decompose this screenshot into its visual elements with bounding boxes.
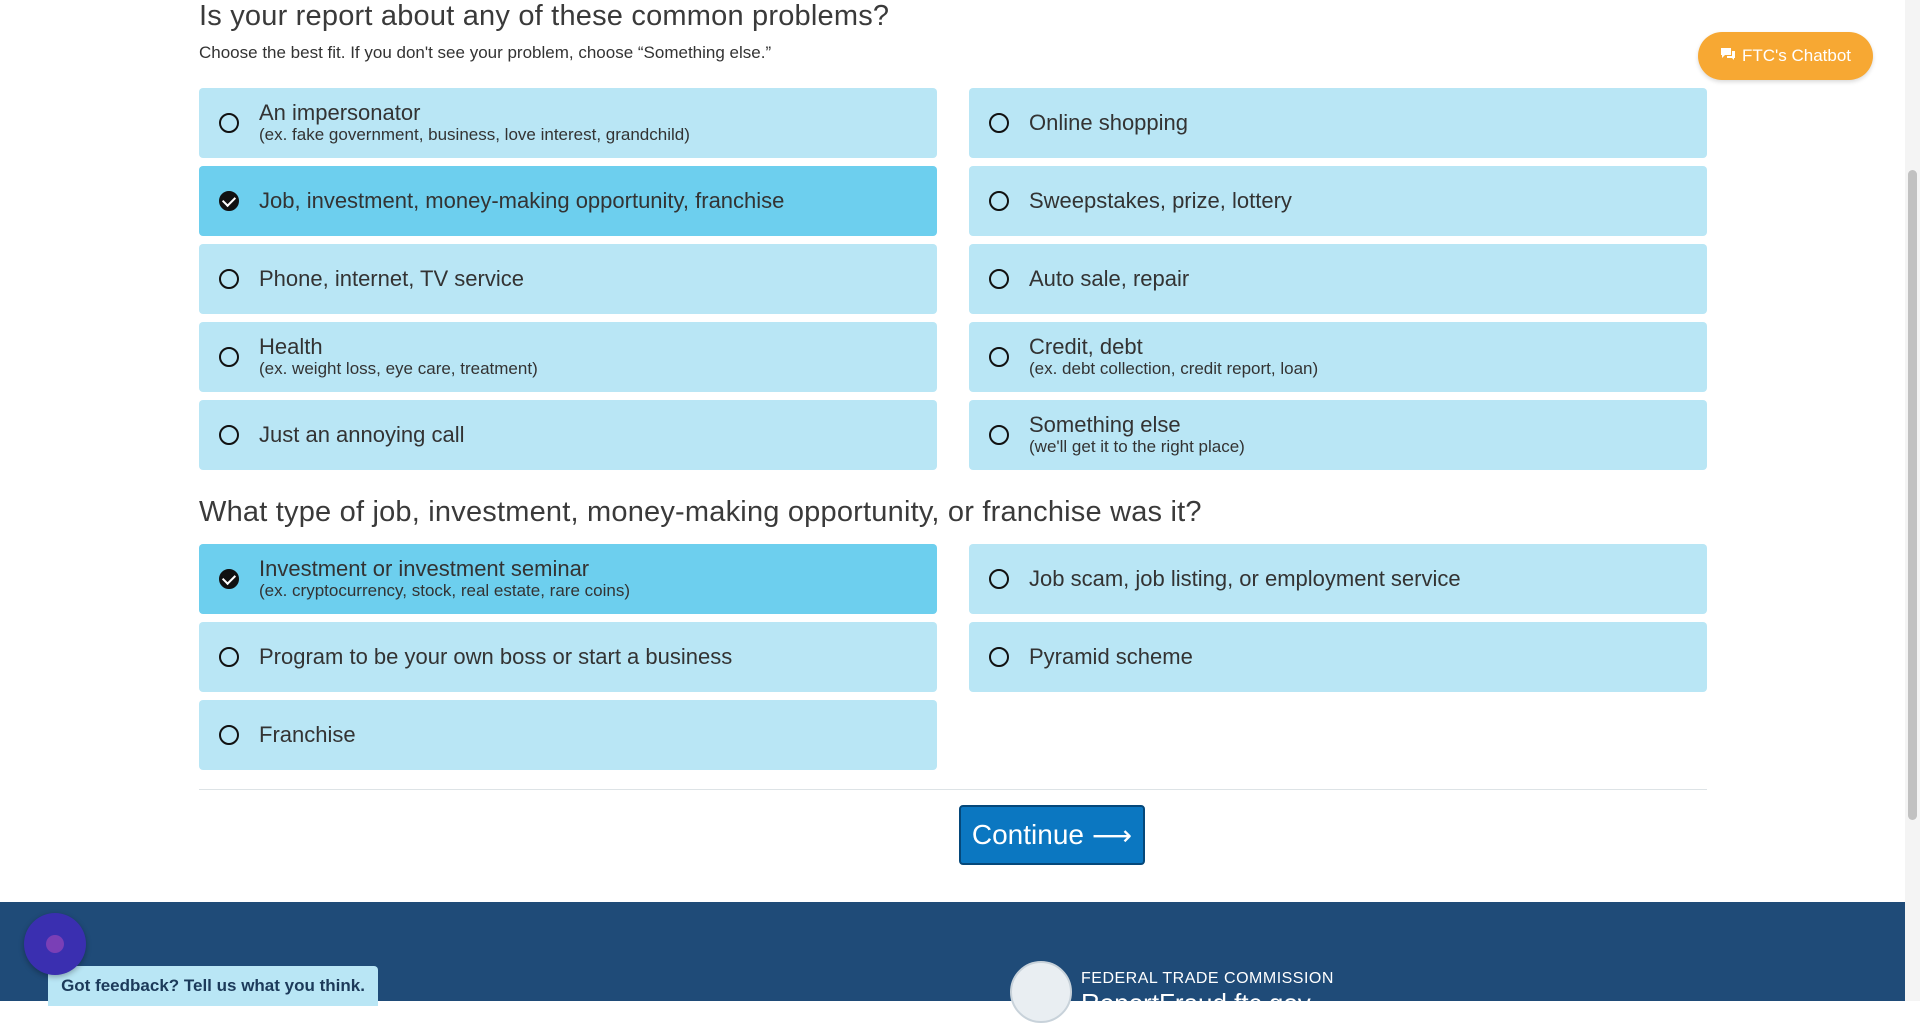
option-text xyxy=(259,189,784,213)
question-1-options xyxy=(199,88,1707,470)
option-card[interactable] xyxy=(199,88,937,158)
option-text xyxy=(259,335,538,379)
option-label: Credit, debt xyxy=(1029,334,1143,359)
option-text xyxy=(259,423,464,447)
checkmark-icon xyxy=(222,193,236,207)
option-label: Investment or investment seminar xyxy=(259,556,590,581)
option-label: Job, investment, money-making opportunity, franchise xyxy=(259,188,785,213)
chat-bubble-icon xyxy=(1720,47,1736,66)
continue-label: Continue xyxy=(971,819,1084,850)
option-label: Something else xyxy=(1029,412,1181,437)
footer-site-name[interactable]: ReportFraud.ftc.gov xyxy=(1081,988,1311,1018)
radio-icon[interactable] xyxy=(219,647,239,667)
option-card[interactable] xyxy=(199,700,937,770)
option-label: An impersonator xyxy=(259,100,421,125)
option-label: Sweepstakes, prize, lottery xyxy=(1029,188,1292,213)
radio-icon[interactable] xyxy=(989,113,1009,133)
option-label: Online shopping xyxy=(1029,110,1189,135)
radio-icon[interactable] xyxy=(989,569,1009,589)
radio-icon[interactable] xyxy=(989,425,1009,445)
ftc-seal-icon xyxy=(1010,961,1072,1023)
option-text xyxy=(259,723,356,747)
chatbot-label: FTC's Chatbot xyxy=(1741,46,1852,65)
option-card[interactable] xyxy=(199,322,937,392)
option-label: Health xyxy=(259,334,323,359)
radio-icon[interactable] xyxy=(989,647,1009,667)
feedback-button[interactable]: Got feedback? Tell us what you think. xyxy=(48,966,378,1006)
option-label: Just an annoying call xyxy=(259,422,465,447)
option-text xyxy=(1029,335,1318,379)
question-2-options xyxy=(199,544,1707,770)
option-card[interactable] xyxy=(199,622,937,692)
radio-icon[interactable] xyxy=(989,269,1009,289)
radio-icon[interactable] xyxy=(219,347,239,367)
continue-button[interactable] xyxy=(959,805,1145,865)
question-2-title: What type of job, investment, money-making opportunity, or franchise was it? xyxy=(199,496,1202,528)
option-text xyxy=(1029,189,1292,213)
option-card[interactable] xyxy=(199,544,937,614)
option-card[interactable] xyxy=(969,400,1707,470)
option-label: Program to be your own boss or start a business xyxy=(259,644,733,669)
option-text xyxy=(1029,567,1461,591)
scrollbar-thumb[interactable] xyxy=(1908,170,1917,820)
radio-icon[interactable] xyxy=(989,347,1009,367)
option-card[interactable] xyxy=(199,166,937,236)
arrow-right-icon: ⟶ xyxy=(1091,819,1133,851)
question-1-title: Is your report about any of these common problems? xyxy=(199,0,890,32)
option-text xyxy=(1029,413,1245,457)
radio-icon[interactable] xyxy=(989,191,1009,211)
radio-checked-icon[interactable] xyxy=(219,569,239,589)
option-card[interactable] xyxy=(199,400,937,470)
option-hint: (ex. debt collection, credit report, loan) xyxy=(1029,359,1319,378)
option-hint: (ex. weight loss, eye care, treatment) xyxy=(259,359,538,378)
chat-launcher-icon xyxy=(46,935,64,953)
radio-icon[interactable] xyxy=(219,113,239,133)
option-card[interactable] xyxy=(969,622,1707,692)
option-text xyxy=(1029,111,1188,135)
chatbot-button[interactable] xyxy=(1698,32,1873,80)
radio-icon[interactable] xyxy=(219,269,239,289)
question-1-subtitle: Choose the best fit. If you don't see your problem, choose “Something else.” xyxy=(199,43,772,62)
option-label: Job scam, job listing, or employment service xyxy=(1029,566,1461,591)
footer-agency-name: FEDERAL TRADE COMMISSION xyxy=(1081,970,1334,987)
option-label: Franchise xyxy=(259,722,356,747)
option-label: Pyramid scheme xyxy=(1029,644,1193,669)
option-text xyxy=(259,101,690,145)
radio-icon[interactable] xyxy=(219,725,239,745)
option-text xyxy=(1029,645,1193,669)
option-card[interactable] xyxy=(969,166,1707,236)
option-label: Auto sale, repair xyxy=(1029,266,1190,291)
option-card[interactable] xyxy=(969,544,1707,614)
radio-icon[interactable] xyxy=(219,425,239,445)
option-card[interactable] xyxy=(969,88,1707,158)
option-card[interactable] xyxy=(969,322,1707,392)
option-text xyxy=(259,645,732,669)
option-label: Phone, internet, TV service xyxy=(259,266,524,291)
option-text xyxy=(259,557,630,601)
checkmark-icon xyxy=(222,571,236,585)
option-hint: (ex. fake government, business, love interest, grandchild) xyxy=(259,125,690,144)
chat-launcher-button[interactable] xyxy=(24,913,86,975)
option-text xyxy=(259,267,524,291)
option-hint: (ex. cryptocurrency, stock, real estate, rare coins) xyxy=(259,581,630,600)
option-card[interactable] xyxy=(969,244,1707,314)
divider xyxy=(199,789,1707,790)
option-card[interactable] xyxy=(199,244,937,314)
option-hint: (we'll get it to the right place) xyxy=(1029,437,1245,456)
radio-checked-icon[interactable] xyxy=(219,191,239,211)
option-text xyxy=(1029,267,1189,291)
